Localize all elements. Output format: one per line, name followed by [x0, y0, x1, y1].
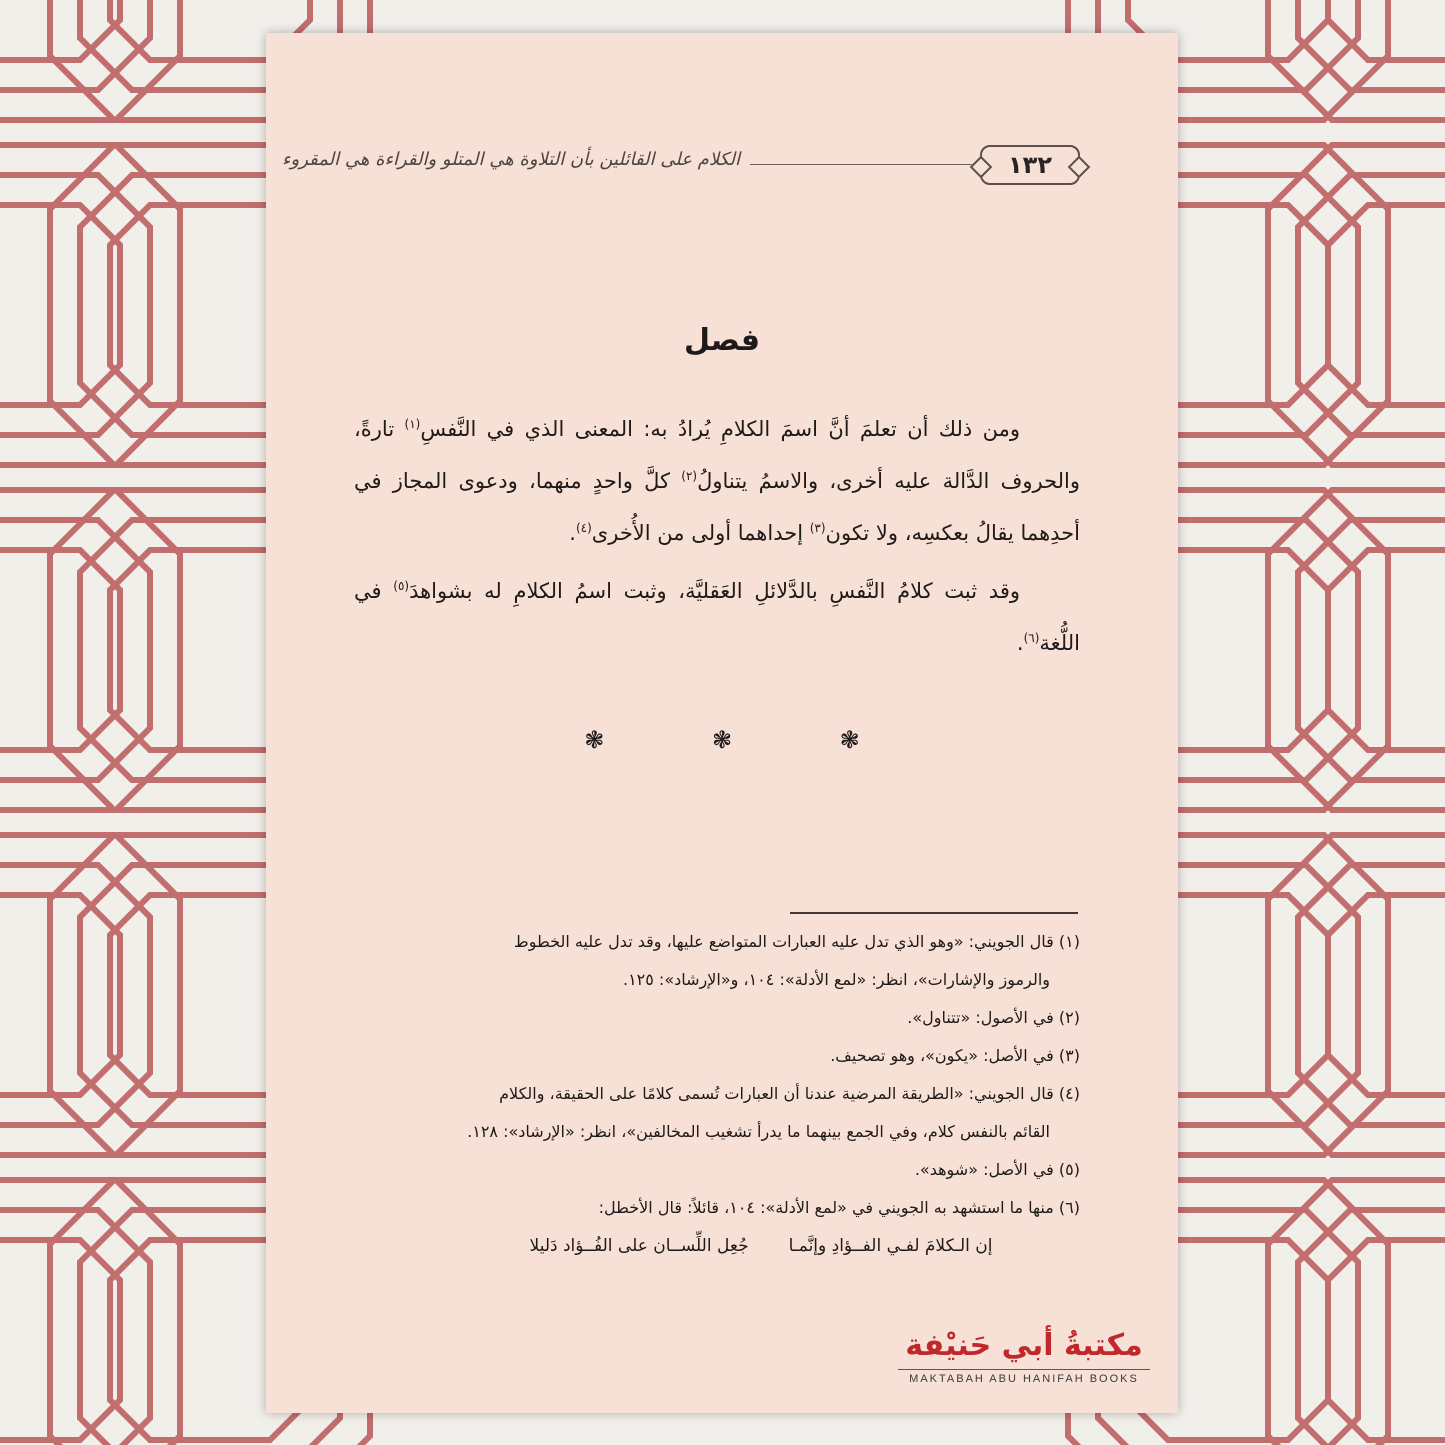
footnote-rule [790, 912, 1078, 914]
lattice-strand [1298, 175, 1445, 435]
footnote-ref-5: (٥) [393, 579, 410, 593]
page-header [282, 145, 1080, 185]
section-separator: ❃ ❃ ❃ [584, 726, 910, 754]
left-lattice-pattern [0, 0, 220, 1445]
footnote-ref-6: (٦) [1023, 631, 1040, 645]
lattice-strand [0, 550, 120, 750]
lattice-strand [0, 175, 150, 435]
paragraph-2: وقد ثبت كلامُ النَّفسِ بالدَّلائلِ العَقليَّة، وثبت اسمُ الكلامِ له بشواهدَ$^{(٥)}$ في اللُّغة$^{(٦)}$. [354, 579, 1080, 655]
running-title: الكلام على القائلين بأن التلاوة هي المتلو والقراءة هي المقروء [282, 149, 740, 170]
footnotes [352, 923, 1080, 1265]
lattice-strand [0, 0, 120, 60]
book-page [266, 33, 1178, 1413]
footnote-1: (١) قال الجويني: «وهو الذي تدل عليه العبارات المتواضع عليها، وقد تدل عليه الخطوط والرموز والإشارات»، انظر: «لمع الأدلة»: ١٠٤، و«الإرشاد»: ١٢٥. [513, 932, 1080, 989]
verse-second-hemistich: جُعِل اللِّســان على الفُــؤاد دَليلا [529, 1236, 749, 1256]
logo-arabic-name: مكتبةُ أبي حَنيْفة [905, 1328, 1143, 1363]
lattice-strand [0, 205, 120, 405]
footnote-ref-4: (٤) [575, 521, 592, 535]
lattice-decoration [0, 0, 220, 1445]
footnote-ref-2: (٢) [681, 469, 698, 483]
footnote-4: (٤) قال الجويني: «الطريقة المرضية عندنا أن العبارات تُسمى كلامًا على الحقيقة، والكلام القائم بالنفس كلام، وفي الجمع بينهما ما يدرأ تشغيب المخالفين»، انظر: «الإرشاد»: ١٢٨. [467, 1084, 1080, 1141]
page-number: ١٣٢ [980, 145, 1080, 185]
lattice-strand [0, 520, 150, 780]
lattice-strand [0, 0, 150, 90]
verse-first-hemistich: إن الـكلامَ لفـي الفــؤادِ وإنَّمـا [788, 1236, 993, 1256]
publisher-logo [898, 1325, 1150, 1395]
footnote-ref-1: (١) [404, 417, 421, 431]
logo-rule [898, 1369, 1150, 1370]
footnote-5: (٥) في الأصل: «شوهد». [914, 1160, 1080, 1179]
lattice-strand [0, 1210, 150, 1445]
lattice-strand [0, 1240, 120, 1440]
lattice-strand [0, 865, 150, 1125]
logo-latin-name: MAKTABAH ABU HANIFAH BOOKS [909, 1373, 1139, 1385]
footnote-6: (٦) منها ما استشهد به الجويني في «لمع الأدلة»: ١٠٤، قائلاً: قال الأخطل: [598, 1198, 1080, 1217]
header-rule [750, 164, 972, 165]
footnote-ref-3: (٣) [809, 521, 826, 535]
footnote-2: (٢) في الأصول: «تتناول». [907, 1008, 1080, 1027]
lattice-strand [0, 895, 120, 1095]
right-lattice-pattern [1218, 0, 1445, 1445]
lattice-strand [1298, 865, 1445, 1125]
body-text [354, 403, 1080, 675]
paragraph-1: ومن ذلك أن تعلمَ أنَّ اسمَ الكلامِ يُرادُ به: المعنى الذي في النَّفسِ$^{(١)}$ تارةً، والحروف الدَّالة عليه أخرى، والاسمُ يتناولُ$^{(٢)}$ كلَّ واحدٍ منهما، ودعوى المجاز في أحدِهما يقالُ بعكسِه، ولا تكون$^{(٣)}$ إحداهما أولى من الأُخرى$^{(٤)}$. [354, 417, 1080, 545]
lattice-strand [1298, 520, 1445, 780]
poetry-verse [352, 1227, 1080, 1265]
section-heading: فصل [684, 323, 760, 358]
lattice-decoration [1218, 0, 1445, 1445]
footnote-3: (٣) في الأصل: «يكون»، وهو تصحيف. [830, 1046, 1080, 1065]
